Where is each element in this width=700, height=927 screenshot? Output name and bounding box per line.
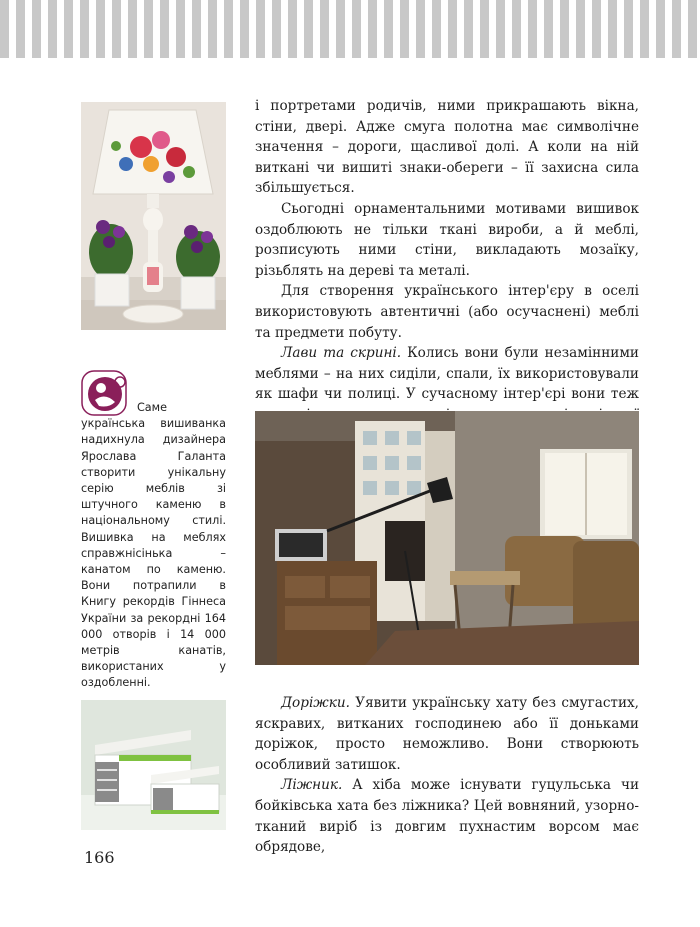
magenta-figure-badge-icon bbox=[81, 370, 131, 416]
stone-bench-photo bbox=[81, 700, 226, 830]
header-stripes bbox=[0, 0, 700, 62]
sidebar-text: Саме українська вишиванка надихнула дизайнера Ярослава Галанта створити унікальну серію меблів зі штучного каменю в національному стилі. Вишивка на меблях справжнісінька – канатом по каменю. Вони потрапили в Книгу рекордів Гіннеса України за рекордні 164 000 отворів і 14 000 метрів канатів, використаних у оздобленні. bbox=[81, 401, 226, 690]
main-text-top bbox=[255, 96, 639, 446]
term-lizhnyk: Ліжник. bbox=[281, 777, 343, 794]
paragraph-3: Для створення українського інтер'єру в оселі використовують автентичні (або осучаснені) меблі та предмети побуту. bbox=[255, 283, 639, 341]
lizhnyk-text: А хіба може існувати гуцульська чи бойківська хата без ліжника? Цей вовняний, узорно-тканий виріб із довгим пухнастим ворсом має обрядове, bbox=[255, 777, 639, 856]
sidebar-note bbox=[81, 400, 226, 692]
term-dorizhky: Доріжки. bbox=[281, 695, 350, 711]
paragraph-2: Сьогодні орнаментальними мотивами вишивок оздоблюють не тільки ткані вироби, а й меблі, розписують ними стіни, викладають мозаїку, різьблять на дереві та металі. bbox=[255, 200, 639, 279]
paragraph-1: і портретами родичів, ними прикрашають вікна, стіни, двері. Адже смуга полотна має символічне значення – дороги, щасливої долі. А коли на ній виткані чи вишиті знаки-обереги – її захисна сила збільшується. bbox=[255, 98, 639, 197]
paragraph-lizhnyk bbox=[255, 775, 639, 857]
lavy-text: Колись вони були незамінними меблями – на них сиділи, спали, їх використовували як шафи чи полиці. У сучасному інтер'єрі вони теж bbox=[255, 345, 639, 403]
main-text-bottom bbox=[255, 693, 639, 858]
term-lavy: Лави та скрині. bbox=[281, 345, 402, 362]
dorizhky-text: Уявити українську хату без смугастих, яскравих, витканих господинею або її доньками доріжок, просто неможливо. Вони створюють особливий затишок. bbox=[255, 695, 639, 773]
paragraph-dorizhky bbox=[255, 693, 639, 775]
embroidered-lamp-photo bbox=[81, 102, 226, 330]
page-number: 166 bbox=[84, 848, 115, 867]
interior-photo bbox=[255, 411, 639, 665]
